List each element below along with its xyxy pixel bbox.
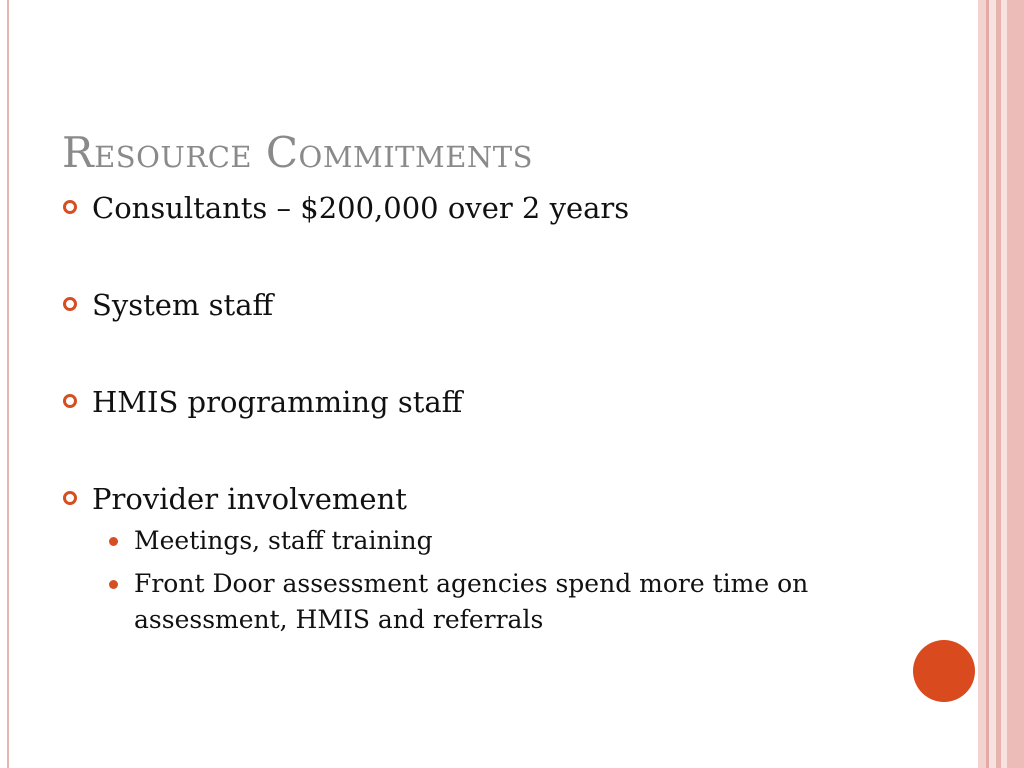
ring-bullet-icon [63, 394, 77, 408]
dot-bullet-icon [109, 537, 118, 546]
sub-bullet-text: Front Door assessment agencies spend more time on assessment, HMIS and referrals [134, 569, 809, 634]
slide-content [62, 186, 932, 638]
bullet-item [62, 283, 932, 327]
sub-bullet-item [92, 566, 932, 638]
sub-bullet-list [92, 523, 932, 638]
ring-bullet-icon [63, 491, 77, 505]
right-border-stripe [989, 0, 996, 768]
bullet-text: HMIS programming staff [92, 385, 463, 419]
ring-bullet-icon [63, 297, 77, 311]
bullet-item [62, 186, 932, 230]
sub-bullet-item [92, 523, 932, 559]
right-border-stripe [1007, 0, 1024, 768]
decorative-circle [913, 640, 975, 702]
right-border-stripe [978, 0, 986, 768]
dot-bullet-icon [109, 580, 118, 589]
bullet-text: System staff [92, 288, 274, 322]
bullet-item [62, 477, 932, 638]
sub-bullet-text: Meetings, staff training [134, 526, 433, 555]
left-border-line [7, 0, 9, 768]
ring-bullet-icon [63, 200, 77, 214]
bullet-text: Provider involvement [92, 482, 407, 516]
bullet-text: Consultants – $200,000 over 2 years [92, 191, 630, 225]
bullet-item [62, 380, 932, 424]
slide-title: Resource Commitments [62, 128, 533, 177]
